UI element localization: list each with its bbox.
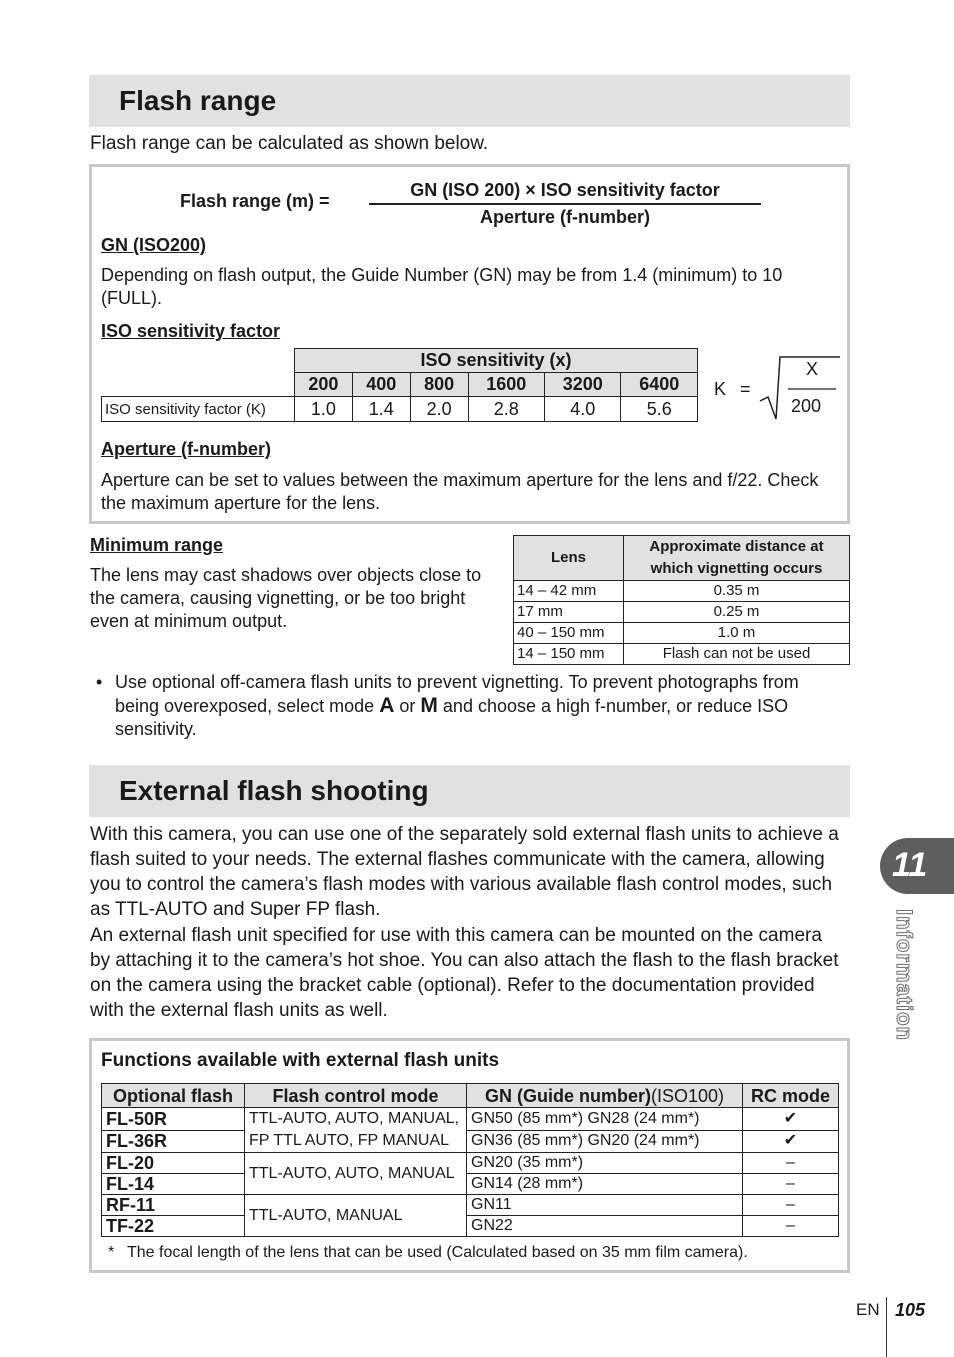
footnote: The focal length of the lens that can be used (Calculated based on 35 mm film camera). — [127, 1244, 748, 1261]
formula-denominator: Aperture (f-number) — [480, 207, 650, 227]
rc-check-icon: ✔ — [743, 1130, 839, 1153]
flash-name: RF-11 — [102, 1195, 245, 1216]
distance-cell: 0.35 m — [624, 581, 850, 602]
fraction-bar — [369, 203, 761, 205]
gn-heading: GN (ISO200) — [101, 235, 207, 255]
bullet-marker: • — [96, 672, 103, 692]
header-flash-control-mode: Flash control mode — [245, 1084, 467, 1108]
minimum-range-heading: Minimum range — [90, 535, 224, 555]
external-flash-table — [101, 1083, 839, 1237]
flash-range-box — [89, 164, 850, 524]
flash-functions-title: Functions available with external flash units — [101, 1050, 500, 1071]
distance-cell: 0.25 m — [624, 602, 850, 623]
iso-factor-label: ISO sensitivity factor (K) — [102, 397, 295, 422]
flash-gn: GN36 (85 mm*) GN20 (24 mm*) — [467, 1130, 743, 1153]
minimum-range-text: The lens may cast shadows over objects close to the camera, causing vignetting, or be too bright even at minimum output. — [90, 565, 482, 631]
iso-group-header: ISO sensitivity (x) — [295, 349, 698, 373]
footnote-mark: * — [108, 1244, 115, 1261]
header-gn: GN (Guide number)(ISO100) — [467, 1084, 743, 1108]
flash-gn: GN22 — [467, 1216, 743, 1237]
flash-mode: TTL-AUTO, AUTO, MANUAL — [245, 1153, 467, 1195]
k-denominator: 200 — [790, 396, 822, 416]
iso-value: 200 — [295, 373, 353, 397]
rc-dash: – — [743, 1153, 839, 1174]
chapter-label: Information — [892, 909, 917, 1041]
iso-value: 6400 — [621, 373, 698, 397]
aperture-text: Aperture can be set to values between the maximum aperture for the lens and f/22. Check the maximum aperture for the lens. — [101, 470, 819, 513]
flash-gn: GN11 — [467, 1195, 743, 1216]
chapter-tab — [880, 838, 954, 894]
external-flash-box — [89, 1038, 850, 1273]
k-equals: = — [740, 379, 751, 399]
lens-vignetting-table — [513, 535, 850, 665]
distance-cell: 1.0 m — [624, 623, 850, 644]
header-rc-mode: RC mode — [743, 1084, 839, 1108]
lens-cell: 14 – 42 mm — [514, 581, 624, 602]
distance-header: Approximate distance at which vignetting occurs — [624, 536, 850, 581]
iso-factor: 2.0 — [410, 397, 468, 422]
rc-dash: – — [743, 1174, 839, 1195]
vignetting-tip: Use optional off-camera flash units to prevent vignetting. To prevent photographs from being overexposed, select mode A or M and choose a high f-number, or reduce ISO sensitivity. — [115, 672, 799, 739]
external-flash-para1: With this camera, you can use one of the separately sold external flash units to achieve a flash suited to your needs. The external flashes communicate with the camera, allowing you to control the camera’s flash modes with various available flash control modes, such as TTL-AUTO and Super FP flash. — [90, 824, 839, 920]
lens-cell: 40 – 150 mm — [514, 623, 624, 644]
iso-value: 400 — [352, 373, 410, 397]
lens-cell: 14 – 150 mm — [514, 644, 624, 665]
formula-numerator: GN (ISO 200) × ISO sensitivity factor — [410, 180, 720, 200]
rc-dash: – — [743, 1195, 839, 1216]
flash-name: FL-36R — [102, 1130, 245, 1153]
k-numerator: X — [805, 359, 818, 379]
iso-factor: 4.0 — [545, 397, 621, 422]
flash-name: FL-50R — [102, 1108, 245, 1131]
iso-value: 800 — [410, 373, 468, 397]
iso-factor: 1.4 — [352, 397, 410, 422]
k-symbol: K — [714, 379, 727, 399]
header-optional-flash: Optional flash — [102, 1084, 245, 1108]
iso-sensitivity-table — [101, 348, 698, 422]
footer-lang: EN — [856, 1300, 880, 1319]
iso-factor: 2.8 — [468, 397, 544, 422]
flash-name: TF-22 — [102, 1216, 245, 1237]
section-title: External flash shooting — [119, 775, 429, 806]
section-header-flash-range — [89, 75, 850, 127]
footer-divider — [886, 1297, 887, 1357]
flash-name: FL-14 — [102, 1174, 245, 1195]
gn-text: Depending on flash output, the Guide Number (GN) may be from 1.4 (minimum) to 10 (FULL). — [101, 265, 783, 308]
iso-factor: 1.0 — [295, 397, 353, 422]
lens-header: Lens — [514, 536, 624, 581]
flash-mode: TTL-AUTO, AUTO, MANUAL, FP TTL AUTO, FP MANUAL — [245, 1108, 467, 1153]
mode-a-icon: A — [379, 694, 395, 717]
rc-dash: – — [743, 1216, 839, 1237]
flash-gn: GN50 (85 mm*) GN28 (24 mm*) — [467, 1108, 743, 1131]
aperture-heading: Aperture (f-number) — [101, 439, 271, 459]
flash-range-intro: Flash range can be calculated as shown below. — [90, 133, 489, 154]
distance-cell: Flash can not be used — [624, 644, 850, 665]
iso-factor: 5.6 — [621, 397, 698, 422]
lens-cell: 17 mm — [514, 602, 624, 623]
flash-name: FL-20 — [102, 1153, 245, 1174]
page-number: 105 — [895, 1300, 926, 1320]
flash-mode: TTL-AUTO, MANUAL — [245, 1195, 467, 1237]
iso-heading: ISO sensitivity factor — [101, 321, 281, 341]
external-flash-para2: An external flash unit specified for use with this camera can be mounted on the camera by attaching it to the camera’s hot shoe. You can also attach the flash to the flash bracket on the camera using the bracket cable (optional). Refer to the documentation provided with the external flash units as well. — [90, 925, 839, 1021]
flash-gn: GN20 (35 mm*) — [467, 1153, 743, 1174]
chapter-number: 11 — [892, 846, 928, 884]
section-title: Flash range — [119, 85, 277, 116]
mode-m-icon: M — [420, 694, 438, 717]
flash-gn: GN14 (28 mm*) — [467, 1174, 743, 1195]
iso-value: 3200 — [545, 373, 621, 397]
iso-value: 1600 — [468, 373, 544, 397]
formula-left: Flash range (m) = — [180, 191, 330, 211]
rc-check-icon: ✔ — [743, 1108, 839, 1131]
section-header-external-flash — [89, 765, 850, 817]
